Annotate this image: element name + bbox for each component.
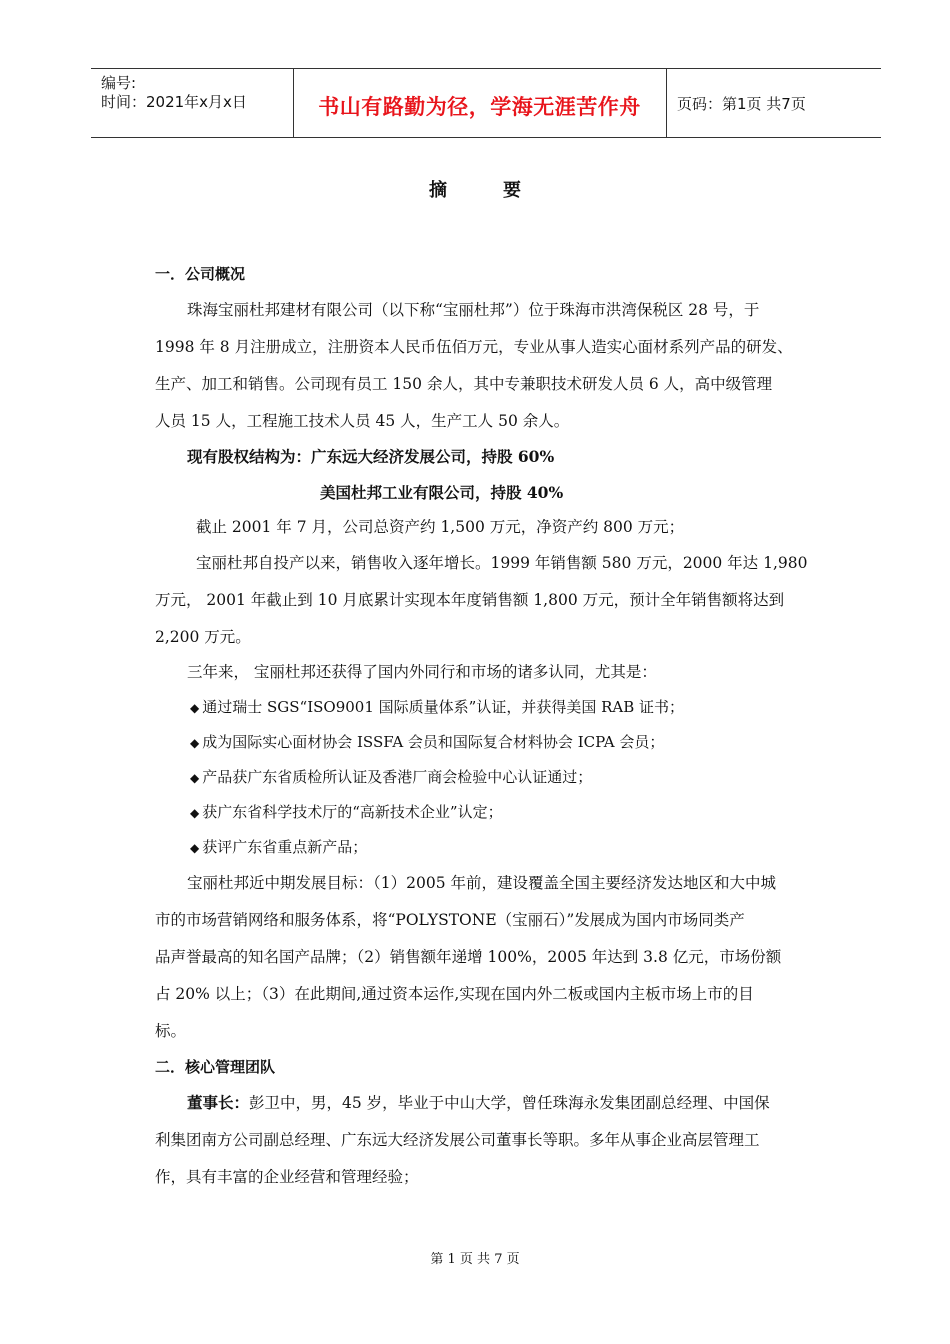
paragraph-line: 生产、加工和销售。公司现有员工 150 余人，其中专兼职技术研发人员 6 人，高中级管理 <box>155 375 773 393</box>
assets-line: 截止 2001 年 7 月，公司总资产约 1,500 万元，净资产约 800 万元； <box>196 518 685 536</box>
bullet-diamond-icon: ◆ <box>190 736 200 750</box>
sales-line: 宝丽杜邦自投产以来，销售收入逐年增长。1999 年销售额 580 万元，2000 年达 1,980 <box>196 554 808 572</box>
header-page-cell <box>667 69 881 137</box>
paragraph-line: 1998 年 8 月注册成立，注册资本人民币伍佰万元，专业从事人造实心面材系列产品的研发、 <box>155 338 793 356</box>
header-motto-cell <box>293 69 667 137</box>
time-label: 时间：2021年x月x日 <box>101 93 247 111</box>
sales-line: 2,200 万元。 <box>155 628 251 646</box>
page-code: 页码：第1页 共7页 <box>677 95 806 113</box>
section-heading-company: 一．公司概况 <box>155 265 246 283</box>
goals-line: 宝丽杜邦近中期发展目标：（1）2005 年前，建设覆盖全国主要经济发达地区和大中城 <box>187 874 776 892</box>
goals-line: 品声誉最高的知名国产品牌；（2）销售额年递增 100%，2005 年达到 3.8 亿元，市场份额 <box>155 948 782 966</box>
page-title: 摘要 <box>429 180 577 201</box>
motto: 书山有路勤为径，学海无涯苦作舟 <box>318 95 641 119</box>
bullet-item: ◆ 获评广东省重点新产品； <box>190 838 368 856</box>
bullet-item: ◆ 成为国际实心面材协会 ISSFA 会员和国际复合材料协会 ICPA 会员； <box>190 733 665 751</box>
goals-line: 占 20% 以上；（3）在此期间,通过资本运作,实现在国内外二板或国内主板市场上市的目 <box>155 985 754 1003</box>
recognition-intro: 三年来， 宝丽杜邦还获得了国内外同行和市场的诸多认同，尤其是： <box>187 663 657 681</box>
chairman-label: 董事长： <box>187 1093 250 1112</box>
chairman-line: 利集团南方公司副总经理、广东远大经济发展公司董事长等职。多年从事企业高层管理工 <box>155 1131 760 1149</box>
paragraph-line: 人员 15 人，工程施工技术人员 45 人，生产工人 50 余人。 <box>155 412 570 430</box>
bullet-diamond-icon: ◆ <box>190 806 200 820</box>
paragraph-line: 珠海宝丽杜邦建材有限公司（以下称“宝丽杜邦”）位于珠海市洪湾保税区 28 号，于 <box>187 301 760 319</box>
page-footer: 第 1 页 共 7 页 <box>430 1252 520 1267</box>
bullet-diamond-icon: ◆ <box>190 771 200 785</box>
chairman-line: 作，具有丰富的企业经营和管理经验； <box>155 1168 419 1186</box>
goals-line: 标。 <box>155 1022 187 1040</box>
equity-line-2: 美国杜邦工业有限公司，持股 40% <box>320 483 564 502</box>
section-heading-team: 二．核心管理团队 <box>155 1058 276 1076</box>
sales-line: 万元， 2001 年截止到 10 月底累计实现本年度销售额 1,800 万元，预计全年销售额将达到 <box>155 591 785 609</box>
goals-line: 市的市场营销网络和服务体系，将“POLYSTONE（宝丽石）”发展成为国内市场同类产 <box>155 911 745 929</box>
bullet-diamond-icon: ◆ <box>190 841 200 855</box>
header-meta-cell <box>91 69 294 137</box>
serial-label: 编号: <box>101 74 137 92</box>
bullet-diamond-icon: ◆ <box>190 701 200 715</box>
bullet-item: ◆ 通过瑞士 SGS“ISO9001 国际质量体系”认证，并获得美国 RAB 证书； <box>190 698 685 716</box>
document-header <box>91 68 881 138</box>
bullet-item: ◆ 获广东省科学技术厅的“高新技术企业”认定； <box>190 803 503 821</box>
chairman-line: 董事长：彭卫中，男，45 岁，毕业于中山大学，曾任珠海永发集团副总经理、中国保 <box>187 1093 770 1112</box>
equity-line-1: 现有股权结构为：广东远大经济发展公司，持股 60% <box>187 447 555 466</box>
bullet-item: ◆ 产品获广东省质检所认证及香港厂商会检验中心认证通过； <box>190 768 593 786</box>
